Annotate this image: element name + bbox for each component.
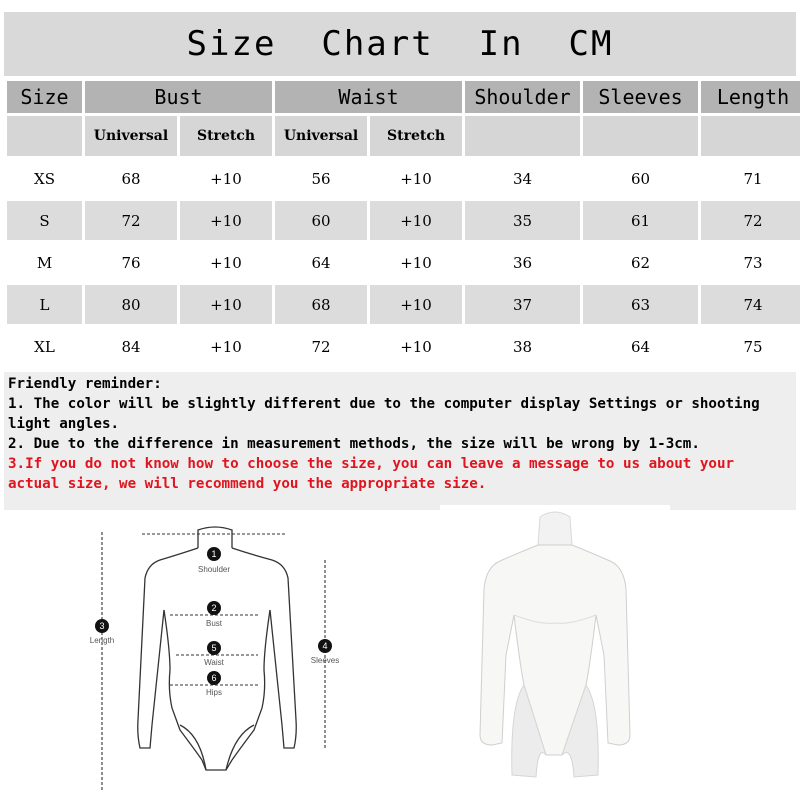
table-cell: 64 — [630, 337, 651, 356]
table-cell: 38 — [512, 337, 533, 356]
num-hips: 6 — [211, 673, 217, 683]
table-cell: +10 — [210, 169, 242, 188]
table-cell: 34 — [512, 169, 533, 188]
subheader-cell: Universal — [85, 116, 177, 156]
notes-heading: Friendly reminder: — [8, 376, 162, 392]
label-length: Length — [89, 636, 115, 645]
table-cell: 74 — [701, 285, 800, 324]
measurement-diagram — [80, 520, 370, 798]
subheader-row — [7, 116, 800, 156]
table-cell: M — [36, 253, 53, 272]
table-cell: 35 — [465, 201, 580, 240]
table-cell: +10 — [210, 337, 242, 356]
header-waist: Waist — [275, 81, 462, 113]
table-cell: L — [7, 285, 82, 324]
subheader-cell: Stretch — [180, 116, 272, 156]
note-line-2: 2. Due to the difference in measurement methods, the size will be wrong by 1-3cm. — [8, 436, 700, 452]
num-length: 3 — [99, 621, 105, 631]
label-sleeves: Sleeves — [310, 656, 340, 665]
table-cell: 84 — [121, 337, 141, 356]
table-cell: S — [7, 201, 82, 240]
label-hips: Hips — [205, 688, 223, 697]
subheader-cell: Universal — [275, 116, 367, 156]
num-waist: 5 — [211, 643, 217, 653]
subheader-cell — [7, 116, 82, 156]
subheader-cell: Stretch — [370, 116, 462, 156]
table-cell: 72 — [85, 201, 177, 240]
table-cell: 68 — [275, 285, 367, 324]
table-cell: 72 — [701, 201, 800, 240]
table-cell: 73 — [743, 253, 763, 272]
table-cell: +10 — [400, 169, 432, 188]
title-banner — [4, 12, 796, 76]
num-shoulder: 1 — [211, 549, 217, 559]
reminder-notes — [4, 372, 796, 510]
table-cell: 63 — [583, 285, 698, 324]
header-size: Size — [7, 81, 82, 113]
table-cell: 56 — [311, 169, 331, 188]
note-line-1: 1. The color will be slightly different due to the computer display Settings or shooting light angles. — [8, 396, 760, 432]
table-cell: 36 — [512, 253, 533, 272]
table-cell: +10 — [400, 337, 432, 356]
header-length: Length — [701, 81, 800, 113]
header-bust: Bust — [85, 81, 272, 113]
table-row — [7, 159, 800, 198]
table-cell: +10 — [370, 285, 462, 324]
table-cell: XS — [34, 169, 55, 188]
table-cell: 61 — [583, 201, 698, 240]
table-cell: 62 — [630, 253, 651, 272]
header-shoulder: Shoulder — [465, 81, 580, 113]
label-waist: Waist — [204, 658, 224, 667]
product-photo — [440, 505, 670, 797]
header-sleeves: Sleeves — [583, 81, 698, 113]
size-chart-table — [4, 78, 800, 369]
label-shoulder: Shoulder — [197, 565, 231, 574]
num-bust: 2 — [211, 603, 217, 613]
table-cell: XL — [34, 337, 55, 356]
table-cell: +10 — [180, 201, 272, 240]
table-cell: 72 — [311, 337, 331, 356]
table-cell: 71 — [743, 169, 763, 188]
subheader-cell — [701, 116, 800, 156]
table-cell: +10 — [400, 253, 432, 272]
table-cell: 80 — [85, 285, 177, 324]
header-row — [7, 81, 800, 113]
subheader-cell — [583, 116, 698, 156]
table-cell: 76 — [121, 253, 141, 272]
table-row — [7, 201, 800, 240]
table-cell: 60 — [275, 201, 367, 240]
table-row — [7, 285, 800, 324]
table-cell: 37 — [465, 285, 580, 324]
table-cell: 75 — [743, 337, 763, 356]
table-cell: +10 — [210, 253, 242, 272]
table-cell: 68 — [121, 169, 141, 188]
table-cell: +10 — [370, 201, 462, 240]
table-row — [7, 243, 800, 282]
table-cell: 60 — [630, 169, 651, 188]
page-title: Size Chart In CM — [186, 24, 614, 64]
num-sleeves: 4 — [322, 641, 328, 651]
table-cell: +10 — [180, 285, 272, 324]
subheader-cell — [465, 116, 580, 156]
table-row — [7, 327, 800, 366]
note-line-3: 3.If you do not know how to choose the size, you can leave a message to us about your actual size, we will recommend you the appropriate size. — [8, 456, 735, 492]
table-cell: 64 — [311, 253, 331, 272]
label-bust: Bust — [205, 619, 223, 628]
